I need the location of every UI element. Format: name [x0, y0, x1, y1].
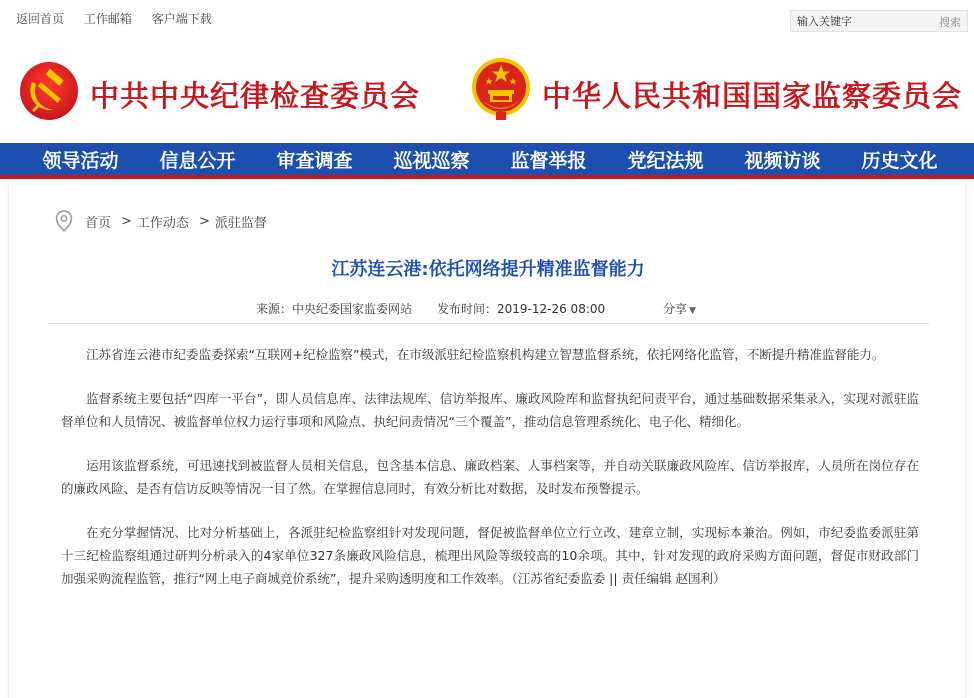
site-header [0, 52, 974, 132]
breadcrumb [55, 210, 267, 232]
work-email-link[interactable]: 工作邮箱 [83, 12, 132, 26]
nav-item-inspection[interactable]: 巡视巡察 [393, 150, 470, 172]
breadcrumb-stationed-supervision[interactable]: 派驻监督 [214, 215, 267, 231]
nav-item-report[interactable]: 监督举报 [510, 150, 587, 172]
article-paragraph: 运用该监督系统，可迅速找到被监督人员相关信息，包含基本信息、廉政档案、人事档案等，并自动关联廉政风险库、信访举报库，人员所在岗位存在的廉政风险、是否有信访反映等情况一目了然。在掌握信息同时，有效分析比对数据，及时发布预警提示。 [61, 458, 919, 496]
article-title: 江苏连云港:依托网络提升精准监督能力 [331, 259, 645, 280]
article-paragraph: 在充分掌握情况、比对分析基础上，各派驻纪检监察组针对发现问题，督促被监督单位立行立改、建章立制，实现标本兼治。例如，市纪委监委派驻第十三纪检监察组通过研判分析录入的4家单位327条廉政风险信息，梳理出风险等级较高的10余项。其中，针对发现的政府采购方面问题，督促市财政部门加强采购流程监管，推行“网上电子商城竞价系统”，提升采购透明度和工作效率。（江苏省纪委监委 || 责任编辑 赵国利） [61, 525, 919, 586]
breadcrumb-separator: > [121, 213, 132, 229]
divider [49, 323, 929, 324]
top-links [16, 10, 228, 27]
main-nav [0, 143, 974, 179]
search-input[interactable] [797, 13, 927, 29]
cdi-title: 中共中央纪律检查委员会 [90, 79, 421, 113]
share-button[interactable] [663, 300, 696, 317]
location-pin-icon [55, 210, 73, 232]
article-paragraph: 监督系统主要包括“四库一平台”，即人员信息库、法律法规库、信访举报库、廉政风险库和监督执纪问责平台，通过基础数据采集录入，实现对派驻监督单位和人员情况、被监督单位权力运行事项和风险点、执纪问责情况“三个覆盖”，推动信息管理系统化、电子化、精细化。 [61, 391, 919, 429]
breadcrumb-work-news[interactable]: 工作动态 [136, 215, 189, 231]
home-link[interactable]: 返回首页 [16, 12, 65, 26]
article-source: 来源：中央纪委国家监委网站 [256, 302, 413, 316]
party-emblem-icon [18, 60, 80, 122]
share-label: 分享 [663, 302, 688, 316]
top-bar [0, 0, 974, 36]
nav-item-disclosure[interactable]: 信息公开 [159, 150, 236, 172]
nav-item-history[interactable]: 历史文化 [861, 150, 938, 172]
search-box [790, 10, 968, 32]
article-body [61, 343, 919, 611]
article-card [8, 183, 966, 698]
nav-item-video[interactable]: 视频访谈 [744, 150, 821, 172]
breadcrumb-separator: > [198, 213, 210, 229]
nsc-title: 中华人民共和国国家监察委员会 [542, 79, 963, 113]
nav-item-regulations[interactable]: 党纪法规 [627, 150, 704, 172]
client-download-link[interactable]: 客户端下载 [151, 12, 212, 26]
search-button[interactable]: 搜索 [939, 16, 961, 29]
caret-down-icon: ▼ [689, 306, 696, 316]
article-paragraph: 江苏省连云港市纪委监委探索“互联网+纪检监察”模式，在市级派驻纪检监察机构建立智慧监督系统，依托网络化监管，不断提升精准监督能力。 [86, 347, 885, 362]
breadcrumb-home[interactable]: 首页 [85, 215, 112, 231]
nav-item-leadership[interactable]: 领导活动 [42, 150, 119, 172]
nav-item-investigation[interactable]: 审查调查 [276, 150, 353, 172]
article-publish-time: 发布时间：2019-12-26 08:00 [437, 302, 606, 316]
national-emblem-icon [470, 56, 532, 122]
